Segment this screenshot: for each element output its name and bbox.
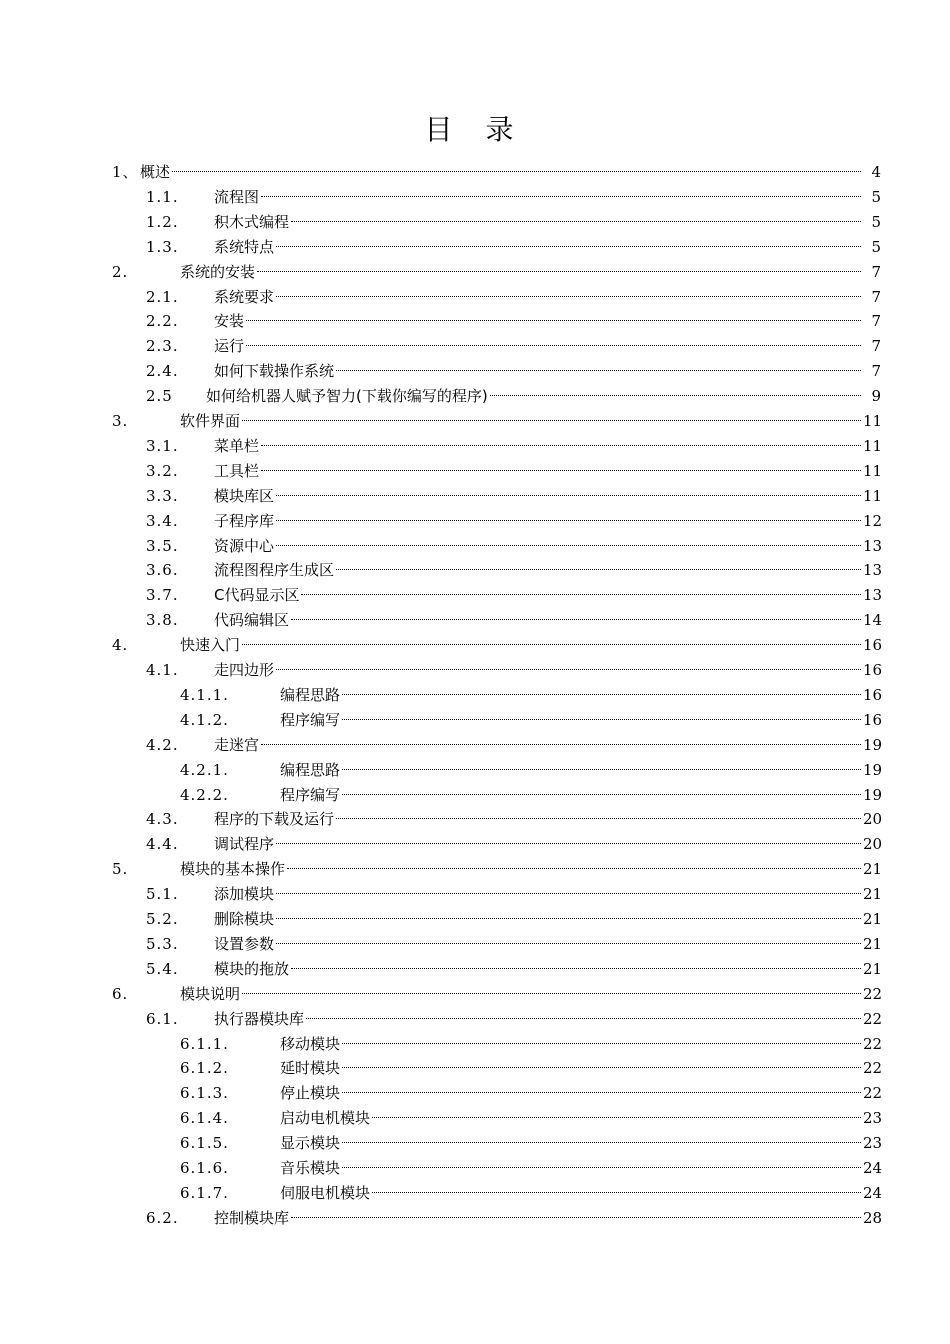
toc-entry-page: 21 (863, 959, 883, 978)
toc-entry-label: 子程序库 (214, 511, 275, 530)
toc-entry-label: 编程思路 (280, 685, 341, 704)
toc-entry[interactable] (0, 210, 950, 235)
toc-entry-number: 4.4. (146, 835, 179, 854)
toc-entry-page: 7 (871, 362, 881, 381)
toc-entry-label: 停止模块 (280, 1084, 341, 1103)
toc-entry-label: 系统的安装 (180, 262, 256, 281)
toc-entry-number: 4.1.2. (180, 710, 229, 729)
toc-entry-page: 21 (863, 910, 883, 928)
toc-entry-label: 启动电机模块 (280, 1109, 371, 1128)
toc-entry[interactable] (0, 583, 950, 608)
toc-leader-dots (291, 619, 861, 620)
toc-entry-number: 6. (112, 984, 129, 1003)
toc-entry-number: 3.2. (146, 461, 179, 480)
toc-entry-label: 模块库区 (214, 486, 275, 505)
toc-leader-dots (342, 1142, 861, 1143)
toc-entry[interactable] (0, 608, 950, 633)
toc-entry-label: 走迷宫 (214, 735, 260, 754)
toc-leader-dots (287, 868, 861, 869)
toc-entry-page: 7 (871, 337, 881, 356)
toc-entry-page: 11 (863, 436, 883, 455)
toc-leader-dots (261, 445, 861, 446)
toc-entry-label: 流程图程序生成区 (214, 561, 335, 580)
toc-entry-page: 11 (863, 486, 883, 505)
toc-entry[interactable] (0, 359, 950, 384)
toc-leader-dots (261, 744, 861, 745)
toc-entry-label: 程序的下载及运行 (214, 810, 335, 829)
toc-entry-number: 2. (112, 262, 129, 281)
toc-entry-number: 6.1.1. (180, 1034, 229, 1053)
toc-entry-page: 7 (871, 287, 881, 306)
toc-entry-number: 4.2.2. (180, 785, 229, 804)
toc-entry-label: 执行器模块库 (214, 1009, 305, 1028)
toc-leader-dots (342, 1043, 861, 1044)
toc-entry[interactable] (0, 484, 950, 509)
toc-entry[interactable] (0, 807, 950, 832)
toc-leader-dots (306, 1018, 861, 1019)
toc-entry-number: 6.1.2. (180, 1059, 229, 1078)
toc-entry[interactable] (0, 459, 950, 484)
toc-entry[interactable] (0, 185, 950, 210)
toc-leader-dots (342, 1167, 861, 1168)
toc-entry[interactable] (0, 658, 950, 683)
toc-entry[interactable] (0, 907, 950, 932)
toc-leader-dots (242, 420, 861, 421)
toc-entry-label: 编程思路 (280, 760, 341, 779)
toc-leader-dots (261, 196, 861, 197)
toc-entry-label: C代码显示区 (214, 586, 300, 605)
toc-entry-page: 23 (863, 1109, 883, 1128)
toc-entry-page: 22 (863, 984, 883, 1003)
toc-entry-label: 添加模块 (214, 885, 275, 904)
toc-entry[interactable] (0, 260, 950, 285)
toc-entry-page: 16 (863, 710, 883, 729)
toc-entry-label: 延时模块 (280, 1059, 341, 1078)
toc-entry-label: 菜单栏 (214, 436, 260, 455)
toc-entry-label: 程序编写 (280, 785, 341, 804)
toc-entry-page: 20 (863, 835, 883, 854)
toc-entry[interactable] (0, 384, 950, 409)
toc-entry-label: 伺服电机模块 (280, 1183, 371, 1202)
toc-entry-label: 软件界面 (180, 412, 241, 430)
toc-entry-page: 9 (871, 387, 881, 406)
toc-entry-number: 4. (112, 636, 129, 655)
toc-entry[interactable] (0, 434, 950, 459)
toc-entry-page: 21 (863, 885, 883, 904)
toc-entry[interactable] (0, 334, 950, 359)
toc-leader-dots (490, 395, 861, 396)
toc-entry-page: 24 (863, 1159, 883, 1177)
toc-entry-page: 11 (863, 412, 883, 430)
toc-leader-dots (261, 470, 861, 471)
toc-entry-page: 5 (871, 187, 881, 206)
toc-entry-number: 1.2. (146, 212, 179, 231)
toc-leader-dots (372, 1192, 861, 1193)
toc-entry-page: 19 (863, 735, 883, 754)
toc-entry-page: 5 (871, 212, 881, 231)
toc-entry-label: 积木式编程 (214, 212, 290, 231)
toc-entry-number: 3.4. (146, 511, 179, 530)
toc-entry-number: 2.2. (146, 312, 179, 331)
toc-entry-page: 16 (863, 685, 883, 704)
toc-leader-dots (336, 569, 861, 570)
toc-entry[interactable] (0, 708, 950, 733)
toc-leader-dots (342, 1067, 861, 1068)
toc-entry[interactable] (0, 558, 950, 583)
toc-leader-dots (372, 1117, 861, 1118)
toc-entry-label: 快速入门 (180, 636, 241, 655)
toc-entry[interactable] (0, 1206, 950, 1231)
toc-entry-number: 6.1.4. (180, 1109, 229, 1128)
toc-entry-page: 16 (863, 636, 883, 655)
toc-leader-dots (301, 594, 861, 595)
toc-entry-label: 模块的拖放 (214, 959, 290, 978)
toc-entry-page: 4 (871, 163, 881, 181)
toc-entry[interactable] (0, 832, 950, 857)
toc-entry-page: 23 (863, 1134, 883, 1153)
toc-leader-dots (276, 246, 861, 247)
toc-entry-page: 22 (863, 1084, 883, 1103)
toc-entry-page: 11 (863, 461, 883, 480)
toc-entry-label: 删除模块 (214, 910, 275, 928)
toc-entry-label: 调试程序 (214, 835, 275, 854)
toc-entry-label: 如何下载操作系统 (214, 362, 335, 381)
toc-entry-label: 系统特点 (214, 237, 275, 256)
toc-entry-label: 移动模块 (280, 1034, 341, 1053)
toc-entry-number: 4.1.1. (180, 685, 229, 704)
toc-entry-label: 模块说明 (180, 984, 241, 1003)
toc-leader-dots (342, 694, 861, 695)
toc-entry-label: 显示模块 (280, 1134, 341, 1153)
toc-entry-number: 3.5. (146, 536, 179, 555)
toc-leader-dots (276, 545, 861, 546)
page-title: 目 录 (424, 113, 526, 146)
toc-entry-label: 如何给机器人赋予智力(下载你编写的程序) (206, 387, 488, 406)
toc-entry-number: 3.8. (146, 611, 179, 630)
toc-entry-number: 6.1.5. (180, 1134, 229, 1153)
toc-leader-dots (242, 993, 861, 994)
toc-leader-dots (291, 221, 861, 222)
toc-entry-page: 16 (863, 661, 883, 679)
toc-leader-dots (276, 943, 861, 944)
toc-entry[interactable] (0, 932, 950, 957)
toc-entry-page: 14 (863, 611, 883, 630)
toc-entry[interactable] (0, 409, 950, 434)
toc-entry-page: 7 (871, 262, 881, 281)
toc-entry-page: 21 (863, 860, 883, 879)
toc-leader-dots (172, 171, 861, 172)
toc-entry-number: 3.1. (146, 436, 179, 455)
toc-entry-page: 12 (863, 511, 883, 530)
toc-entry-number: 5.2. (146, 910, 179, 928)
toc-entry[interactable] (0, 1106, 950, 1131)
toc-entry-number: 2.5 (146, 387, 173, 406)
toc-leader-dots (276, 296, 861, 297)
toc-entry[interactable] (0, 857, 950, 882)
toc-entry-label: 设置参数 (214, 934, 275, 953)
toc-entry-number: 4.2.1. (180, 760, 229, 779)
toc-entry-label: 代码编辑区 (214, 611, 290, 630)
toc-entry-number: 5. (112, 860, 129, 879)
toc-entry-number: 1.1. (146, 187, 179, 206)
toc-entry-page: 22 (863, 1059, 883, 1078)
toc-entry-label: 音乐模块 (280, 1159, 341, 1177)
toc-entry-page: 28 (863, 1208, 883, 1227)
toc-leader-dots (242, 644, 861, 645)
toc-entry[interactable] (0, 160, 950, 185)
toc-entry-page: 19 (863, 760, 883, 779)
toc-entry-label: 走四边形 (214, 661, 275, 679)
toc-entry[interactable] (0, 758, 950, 783)
toc-leader-dots (246, 320, 861, 321)
toc-entry-page: 22 (863, 1034, 883, 1053)
toc-leader-dots (342, 719, 861, 720)
toc-entry-label: 运行 (214, 337, 245, 356)
toc-entry[interactable] (0, 633, 950, 658)
toc-entry-number: 4.3. (146, 810, 179, 829)
toc-entry-number: 3.7. (146, 586, 179, 605)
toc-entry-page: 21 (863, 934, 883, 953)
toc-entry-number: 4.2. (146, 735, 179, 754)
toc-leader-dots (276, 918, 861, 919)
toc-leader-dots (291, 1217, 861, 1218)
toc-entry-number: 5.1. (146, 885, 179, 904)
toc-leader-dots (342, 794, 861, 795)
toc-entry[interactable] (0, 1131, 950, 1156)
toc-entry-page: 5 (871, 237, 881, 256)
toc-entry-page: 22 (863, 1009, 883, 1028)
toc-entry-number: 3.3. (146, 486, 179, 505)
toc-leader-dots (291, 968, 861, 969)
toc-entry[interactable] (0, 235, 950, 260)
toc-entry-number: 2.1. (146, 287, 179, 306)
toc-leader-dots (276, 495, 861, 496)
toc-entry-page: 24 (863, 1183, 883, 1202)
toc-entry[interactable] (0, 1007, 950, 1032)
toc-entry-label: 工具栏 (214, 461, 260, 480)
toc-leader-dots (342, 1092, 861, 1093)
toc-leader-dots (246, 345, 861, 346)
toc-entry[interactable] (0, 882, 950, 907)
toc-entry-number: 3.6. (146, 561, 179, 580)
toc-entry-number: 1.3. (146, 237, 179, 256)
toc-entry-number: 1、 (112, 163, 139, 181)
toc-entry-label: 程序编写 (280, 710, 341, 729)
toc-entry[interactable] (0, 1156, 950, 1181)
toc-entry-label: 概述 (140, 163, 171, 181)
toc-entry-page: 19 (863, 785, 883, 804)
toc-entry-label: 流程图 (214, 187, 260, 206)
toc-entry[interactable] (0, 1032, 950, 1057)
toc-leader-dots (276, 669, 861, 670)
toc-entry[interactable] (0, 683, 950, 708)
toc-entry-label: 安装 (214, 312, 245, 331)
toc-entry-page: 13 (863, 561, 883, 580)
toc-leader-dots (336, 818, 861, 819)
toc-entry-label: 模块的基本操作 (180, 860, 286, 879)
toc-leader-dots (276, 893, 861, 894)
toc-entry-number: 5.4. (146, 959, 179, 978)
toc-entry-page: 20 (863, 810, 883, 829)
toc-entry-number: 6.1.7. (180, 1183, 229, 1202)
toc-entry[interactable] (0, 534, 950, 559)
toc-entry-number: 6.1.3. (180, 1084, 229, 1103)
toc-entry[interactable] (0, 1081, 950, 1106)
toc-entry-number: 4.1. (146, 661, 179, 679)
toc-leader-dots (276, 843, 861, 844)
toc-entry-label: 控制模块库 (214, 1208, 290, 1227)
toc-entry-page: 7 (871, 312, 881, 331)
toc-entry[interactable] (0, 1181, 950, 1206)
toc-entry-label: 系统要求 (214, 287, 275, 306)
toc-entry[interactable] (0, 285, 950, 310)
toc-entry-number: 3. (112, 412, 129, 430)
toc-entry-number: 2.3. (146, 337, 179, 356)
toc-entry-label: 资源中心 (214, 536, 275, 555)
toc-entry[interactable] (0, 957, 950, 982)
toc-entry[interactable] (0, 509, 950, 534)
toc-leader-dots (336, 370, 861, 371)
toc-entry-page: 13 (863, 586, 883, 605)
toc-leader-dots (257, 271, 861, 272)
toc-entry-number: 5.3. (146, 934, 179, 953)
toc-entry[interactable] (0, 783, 950, 808)
toc-leader-dots (276, 520, 861, 521)
toc-entry-number: 6.1.6. (180, 1159, 229, 1177)
toc-leader-dots (342, 769, 861, 770)
toc-entry[interactable] (0, 733, 950, 758)
toc-entry-page: 13 (863, 536, 883, 555)
toc-entry-number: 2.4. (146, 362, 179, 381)
toc-entry[interactable] (0, 1056, 950, 1081)
toc-entry[interactable] (0, 982, 950, 1007)
toc-entry[interactable] (0, 309, 950, 334)
toc-entry-number: 6.1. (146, 1009, 179, 1028)
toc-entry-number: 6.2. (146, 1208, 179, 1227)
